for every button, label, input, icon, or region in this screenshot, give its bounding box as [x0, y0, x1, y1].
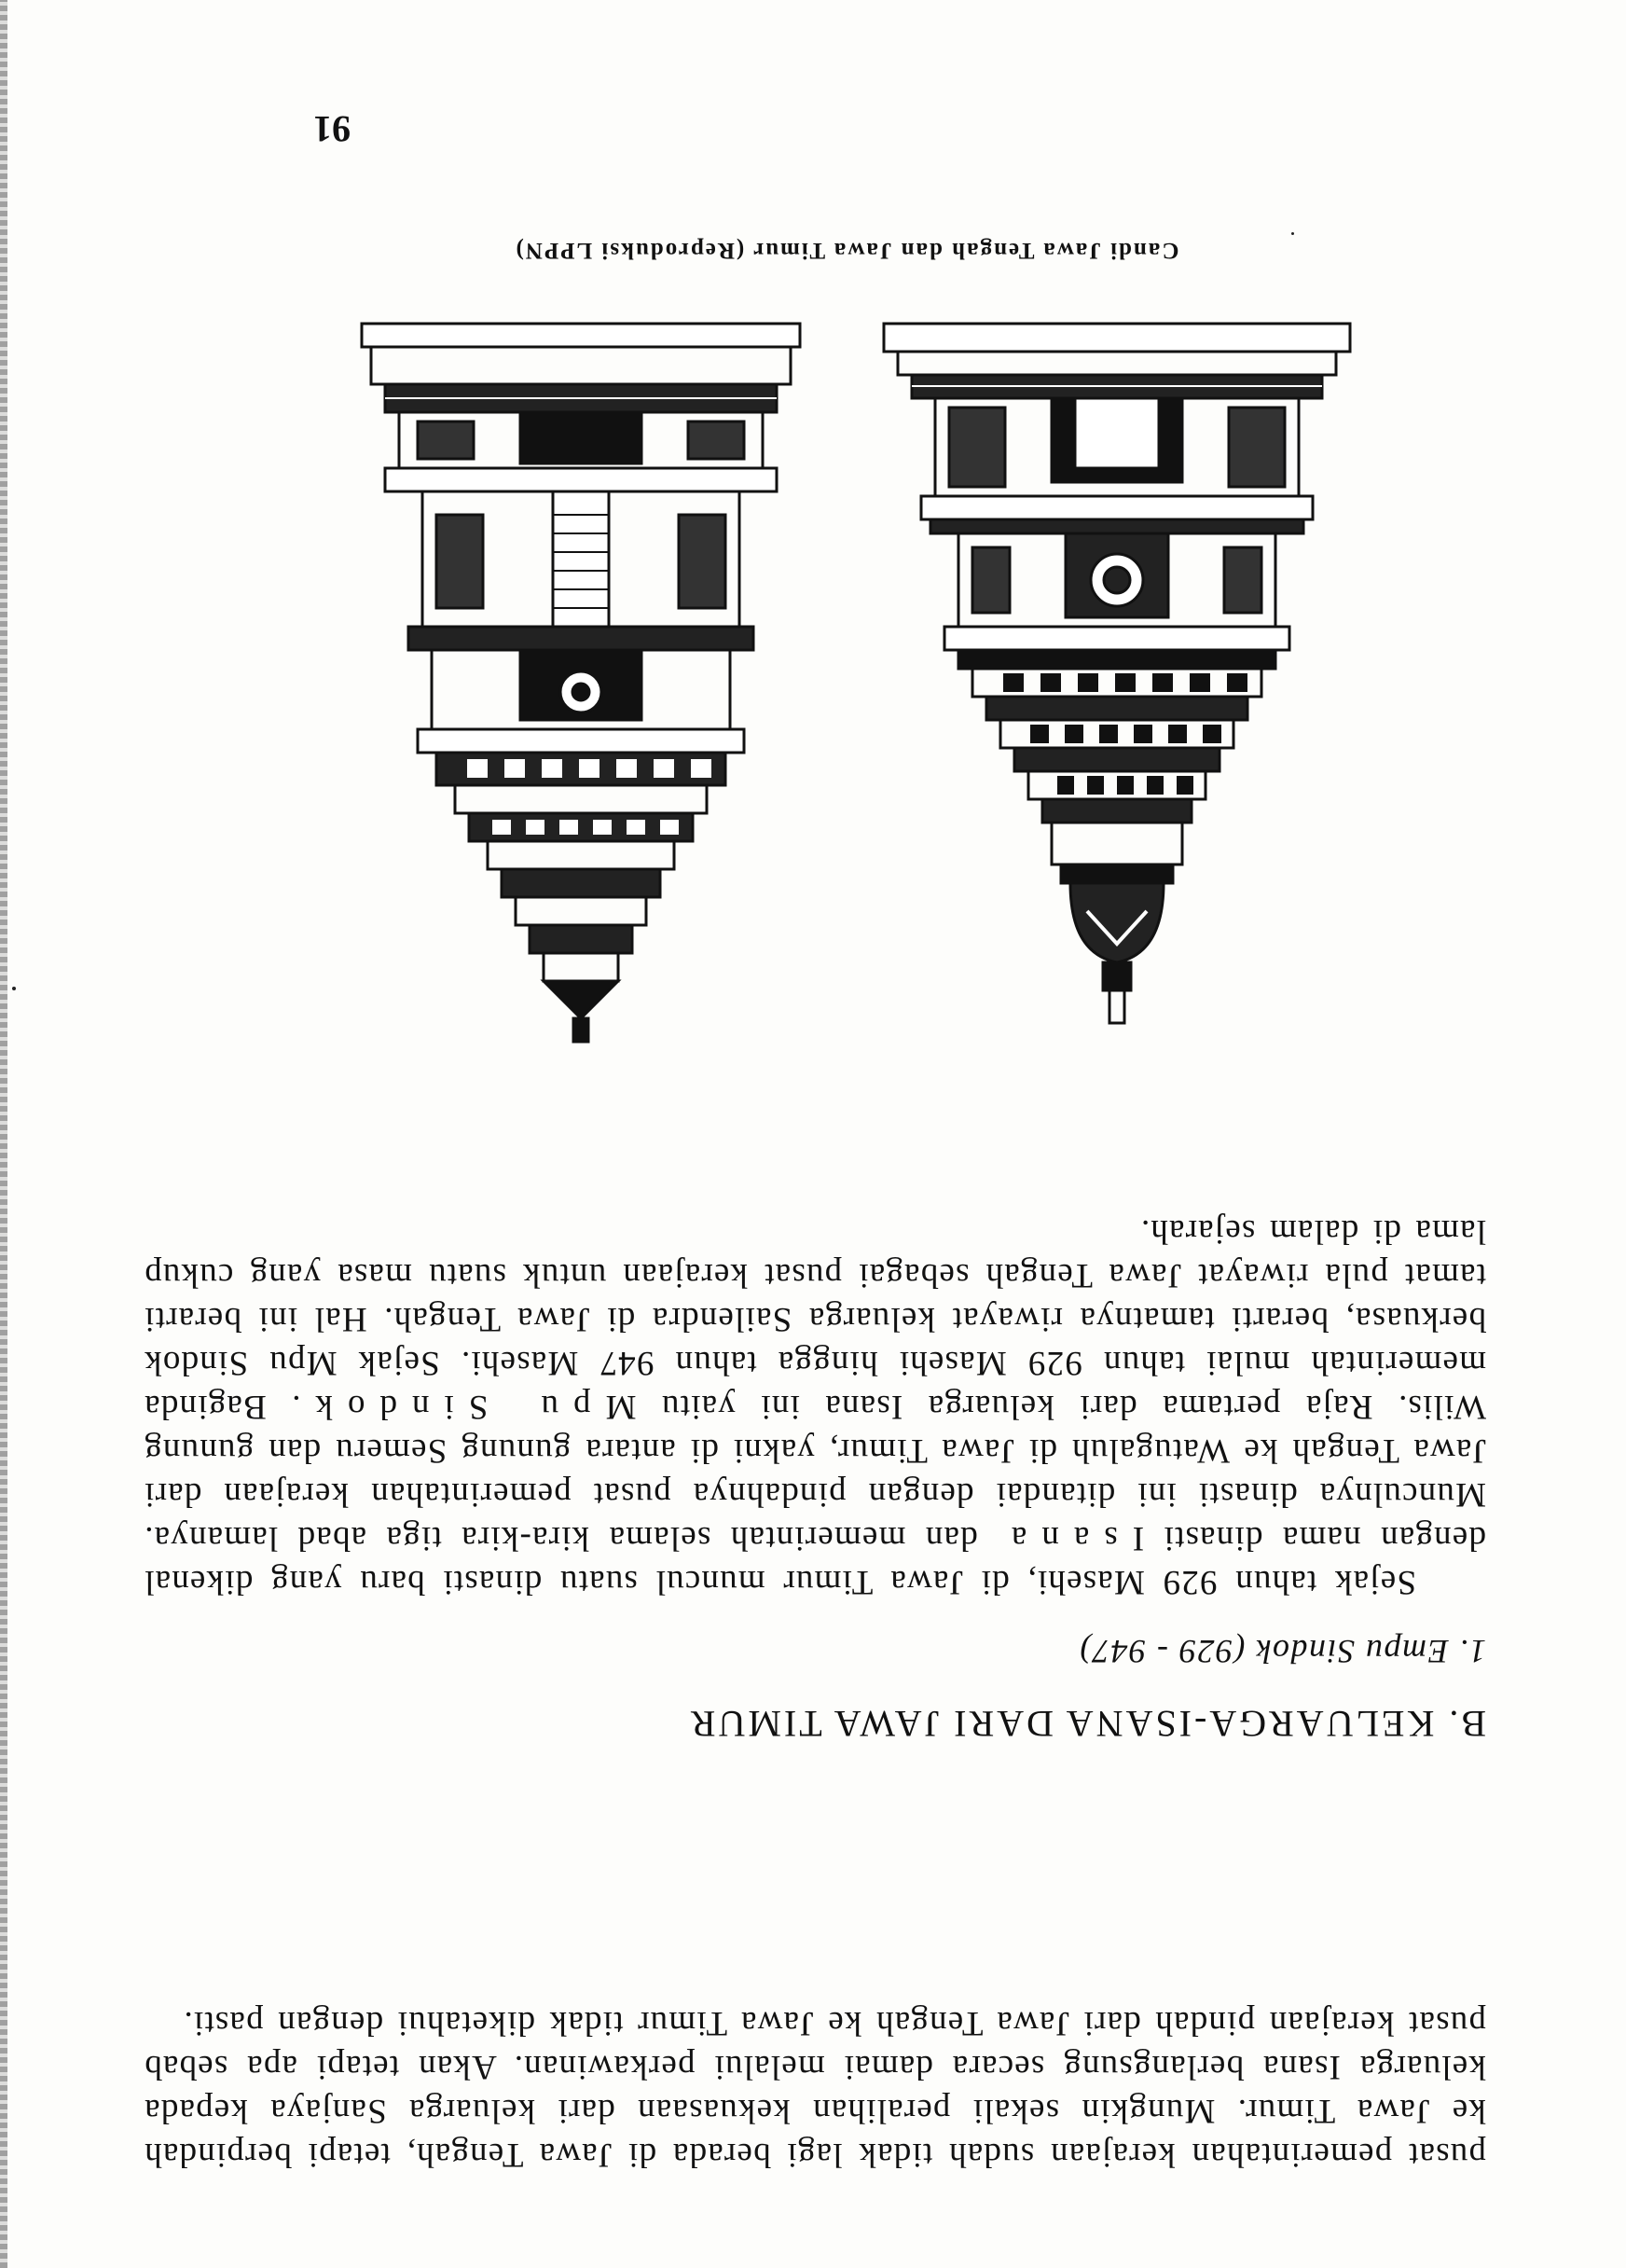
subsection-heading: 1. Empu Sindok (929 - 947) — [1079, 1633, 1486, 1670]
paragraph-continued: pusat pemerintahan kerajaan sudah tidak lagi berada di Jawa Tengah, tetapi berpindah ke Jawa Timur. Mungkin sekali peralihan kekuasaan dari keluarga Sanjaya kepada keluarga Isana berlangsung secara damai melalui perkawinan. Akan tetapi apa sebab pusat kerajaan pindah dari Jawa Tengah ke Jawa Timur tidak diketahui dengan pasti. — [144, 2004, 1486, 2174]
dynasty-name: Isana — [997, 1519, 1145, 1557]
scan-speck — [1291, 232, 1294, 235]
paragraph-text-2: dan memerintah selama kira-kira tiga abad lamanya. Munculnya dinasti ini ditandai dengan pindahnya pusat pemerintahan kerajaan dari Jawa Tengah ke Watugaluh di Jawa Timur, yakni di antara gunung Semeru dan gunung Wilis. Raja pertama dari keluarga Isana ini yaitu — [144, 1388, 1486, 1557]
temple-jawa-tengah-drawing — [884, 324, 1350, 1023]
temple-drawings-svg — [231, 286, 1462, 1065]
scan-speck — [12, 987, 16, 990]
scan-edge-artifact — [0, 0, 7, 2268]
paragraph-text-3: . Baginda memerintah mulai tahun 929 Masehi hingga tahun 947 Masehi. Sejak Mpu Sindok berkuasa, berarti tamatnya riwayat keluarga Sailendra di Jawa Tengah. Hal ini berarti tamat pula riwayat Jawa Tengah sebagai pusat kerajaan untuk suatu masa yang cukup lama di dalam sejarah. — [143, 1212, 1486, 1426]
temple-illustrations — [231, 286, 1462, 1065]
figure-caption: Candi Jawa Tengah dan Jawa Timur (Reproduksi LPPN) — [514, 238, 1179, 263]
paragraph-empu-sindok — [144, 1210, 1486, 1604]
king-name: Mpu Sindok — [300, 1388, 637, 1426]
section-heading: B. KELUARGA-ISANA DARI JAWA TIMUR — [687, 1703, 1486, 1745]
temple-jawa-timur-drawing — [362, 324, 800, 1042]
paragraph-text-1: Sejak tahun 929 Masehi, di Jawa Timur muncul suatu dinasti baru yang dikenal dengan nama dinasti — [144, 1519, 1486, 1601]
page-number: 91 — [313, 108, 351, 150]
